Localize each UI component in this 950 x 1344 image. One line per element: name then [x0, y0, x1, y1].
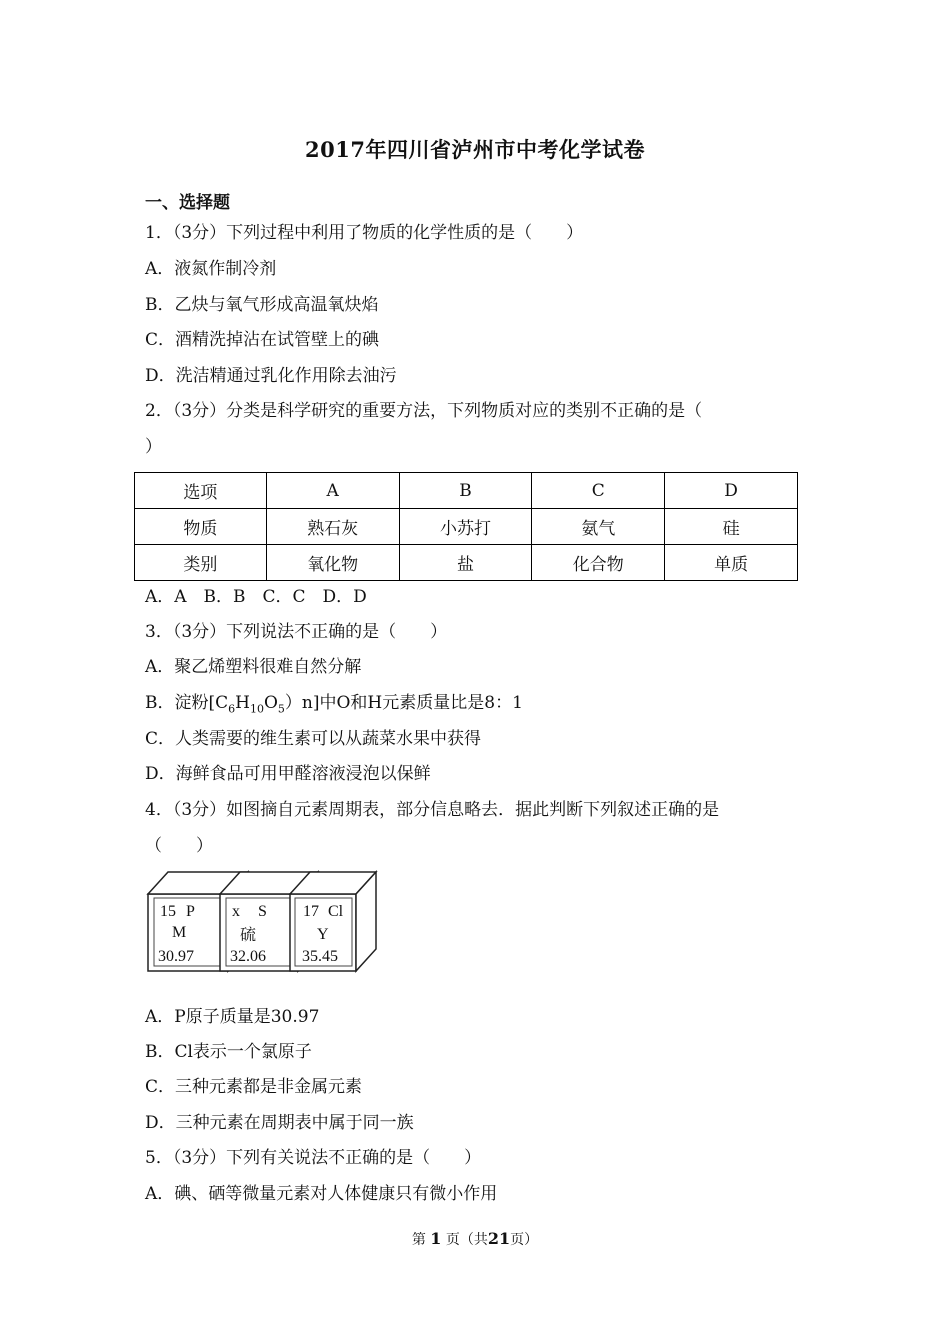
table-cell: 氧化物 — [266, 545, 399, 581]
q4-option-b: B．Cl表示一个氯原子 — [145, 1042, 312, 1062]
q2-table — [134, 472, 798, 581]
table-cell: A — [266, 473, 399, 509]
table-cell: D — [665, 473, 798, 509]
element-symbol: Cl — [328, 903, 344, 920]
q2-answers: A．A B．B C．C D．D — [145, 587, 367, 607]
formula-element: O — [263, 693, 278, 713]
table-cell: 类别 — [135, 545, 267, 581]
element-symbol: P — [186, 903, 195, 920]
subscript: 6 — [228, 702, 236, 716]
element-mass: 32.06 — [230, 948, 266, 965]
table-cell: 盐 — [399, 545, 532, 581]
table-cell: 单质 — [665, 545, 798, 581]
q3-stem: 3．（3分）下列说法不正确的是（ ） — [145, 622, 448, 642]
element-mass: 35.45 — [302, 948, 338, 965]
table-row — [135, 509, 798, 545]
formula-element: H — [235, 693, 250, 713]
q3-option-d: D．海鲜食品可用甲醛溶液浸泡以保鲜 — [145, 764, 431, 784]
q5-option-a: A．碘、硒等微量元素对人体健康只有微小作用 — [145, 1184, 498, 1204]
periodic-table-figure — [140, 866, 380, 976]
q3-option-b-prefix: B．淀粉[C — [145, 693, 229, 713]
table-cell: 小苏打 — [399, 509, 532, 545]
table-cell: B — [399, 473, 532, 509]
current-page: 1 — [430, 1229, 442, 1248]
element-symbol: S — [258, 903, 267, 920]
table-row — [135, 545, 798, 581]
q3-option-c: C．人类需要的维生素可以从蔬菜水果中获得 — [145, 729, 482, 749]
q1-option-b: B．乙炔与氧气形成高温氧炔焰 — [145, 295, 379, 315]
q2-stem: 2．（3分）分类是科学研究的重要方法，下列物质对应的类别不正确的是（ — [145, 401, 703, 421]
subscript: 5 — [277, 702, 285, 716]
element-mass: 30.97 — [158, 948, 194, 965]
q4-stem-end: （ ） — [145, 836, 213, 856]
q2-stem-end: ） — [145, 437, 162, 457]
table-cell: 氨气 — [532, 509, 665, 545]
table-cell: 物质 — [135, 509, 267, 545]
q1-option-c: C．酒精洗掉沾在试管壁上的碘 — [145, 330, 380, 350]
table-row — [135, 473, 798, 509]
q4-option-c: C．三种元素都是非金属元素 — [145, 1077, 363, 1097]
table-cell: C — [532, 473, 665, 509]
subscript: 10 — [249, 702, 264, 716]
q3-option-a: A．聚乙烯塑料很难自然分解 — [145, 657, 362, 677]
page-footer — [0, 1229, 950, 1249]
table-cell: 硅 — [665, 509, 798, 545]
section-heading: 一、选择题 — [145, 193, 230, 213]
q5-stem: 5．（3分）下列有关说法不正确的是（ ） — [145, 1148, 482, 1168]
footer-prefix: 第 — [411, 1232, 426, 1248]
element-name: M — [172, 924, 187, 941]
q4-stem: 4．（3分）如图摘自元素周期表，部分信息略去．据此判断下列叙述正确的是 — [145, 800, 720, 820]
q4-option-a: A．P原子质量是30.97 — [145, 1007, 320, 1027]
footer-middle: 页（共 — [445, 1232, 488, 1248]
q1-option-d: D．洗洁精通过乳化作用除去油污 — [145, 366, 397, 386]
element-cell-3 — [290, 872, 376, 971]
table-cell: 化合物 — [532, 545, 665, 581]
element-number: 17 — [303, 903, 319, 920]
q3-option-b-suffix: ）n]中O和H元素质量比是8：1 — [284, 693, 523, 713]
footer-suffix: 页） — [510, 1232, 539, 1248]
q1-stem: 1．（3分）下列过程中利用了物质的化学性质的是（ ） — [145, 223, 584, 243]
total-pages: 21 — [487, 1229, 511, 1248]
q3-option-b — [145, 691, 523, 721]
table-cell: 熟石灰 — [266, 509, 399, 545]
q1-option-a: A．液氮作制冷剂 — [145, 259, 277, 279]
element-number: x — [232, 903, 240, 920]
element-name: 硫 — [240, 927, 257, 944]
page-title: 2017年四川省泸州市中考化学试卷 — [305, 137, 645, 162]
element-number: 15 — [160, 903, 176, 920]
table-cell: 选项 — [135, 473, 267, 509]
q4-option-d: D．三种元素在周期表中属于同一族 — [145, 1113, 414, 1133]
element-name: Y — [317, 926, 329, 943]
